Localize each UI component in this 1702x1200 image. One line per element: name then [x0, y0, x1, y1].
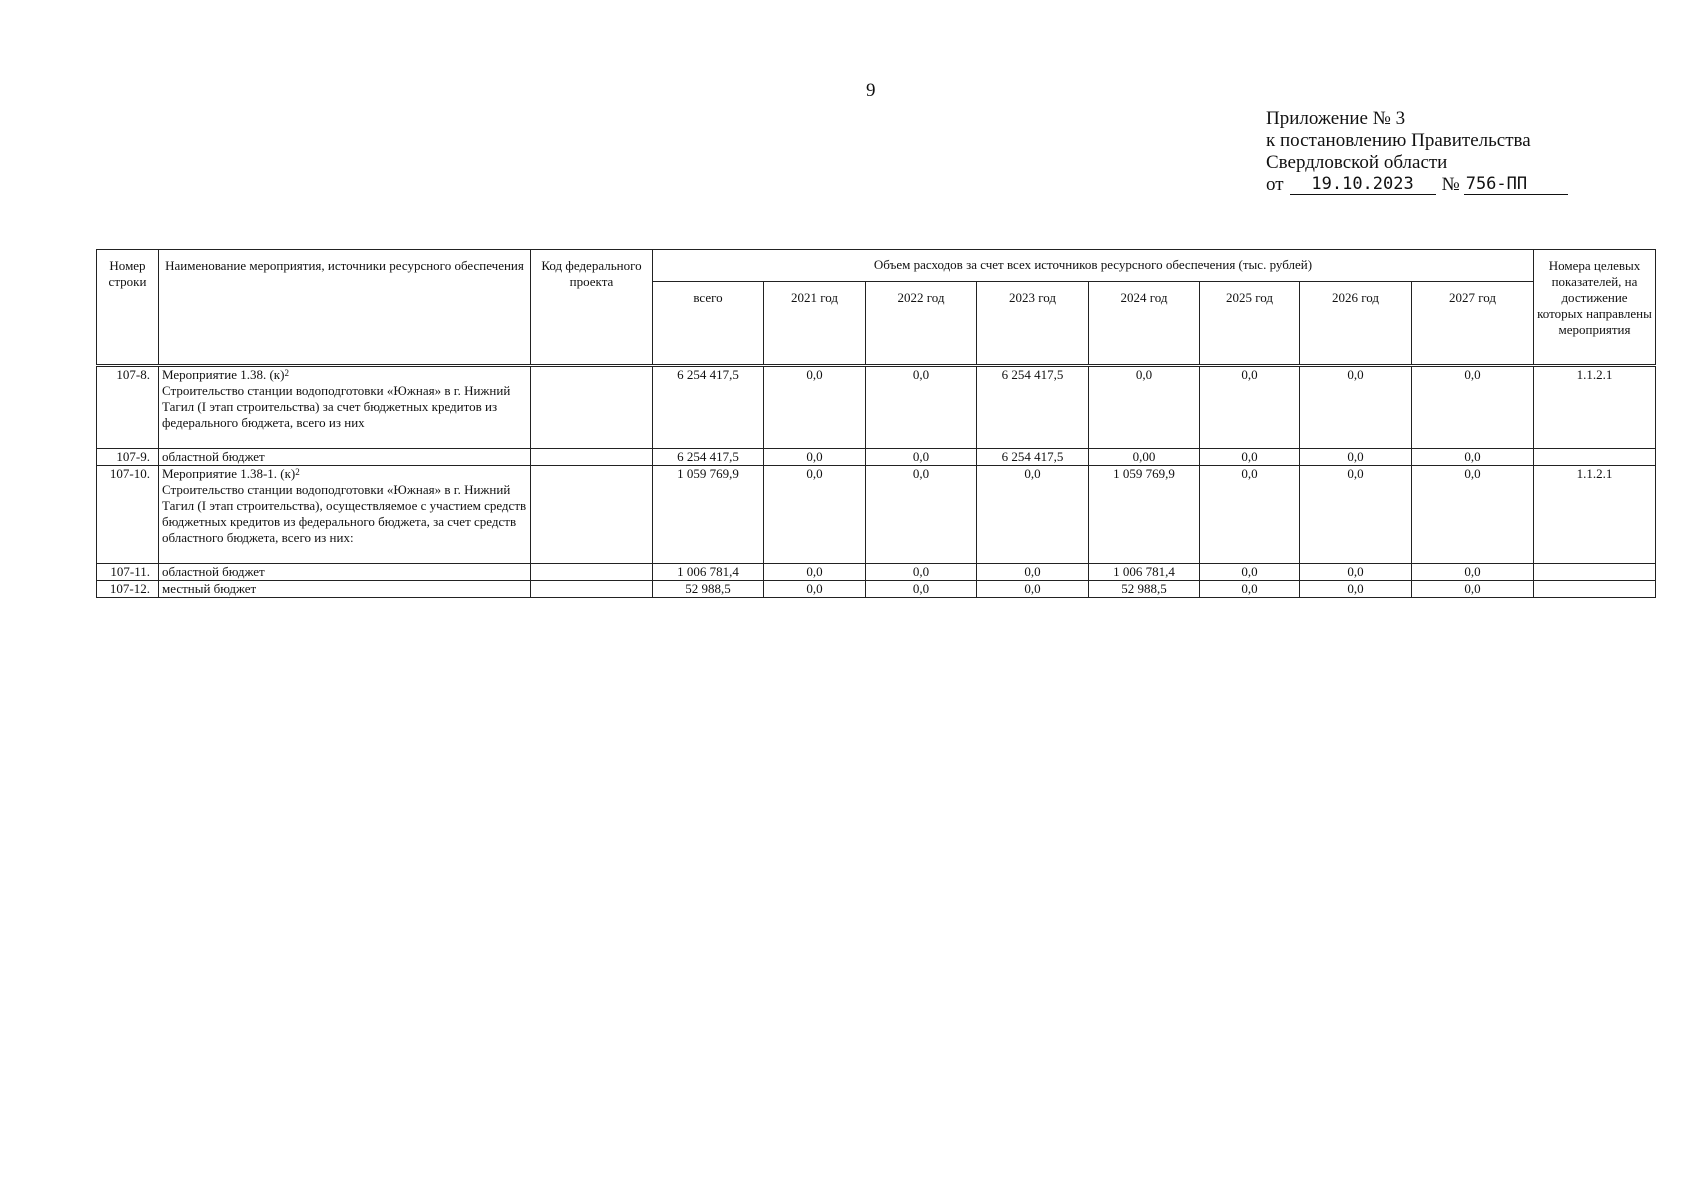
header-volume-group: Объем расходов за счет всех источников ресурсного обеспечения (тыс. рублей)	[653, 250, 1534, 282]
header-2023: 2023 год	[977, 282, 1089, 366]
cell-2027: 0,0	[1412, 366, 1534, 449]
cell-2025: 0,0	[1200, 581, 1300, 598]
cell-2026: 0,0	[1300, 449, 1412, 466]
row-number: 107-9.	[97, 449, 159, 466]
header-row-number: Номер строки	[97, 250, 159, 366]
table-row	[97, 581, 1656, 598]
row-name: областной бюджет	[159, 449, 531, 466]
cell-targets: 1.1.2.1	[1534, 366, 1656, 449]
header-2024: 2024 год	[1089, 282, 1200, 366]
row-name	[159, 366, 531, 449]
row-name-body: Строительство станции водоподготовки «Южная» в г. Нижний Тагил (I этап строительства) за счет бюджетных кредитов из федерального бюджета, всего из них	[162, 383, 511, 430]
row-number: 107-10.	[97, 466, 159, 564]
row-federal-code	[531, 581, 653, 598]
header-name: Наименование мероприятия, источники ресурсного обеспечения	[159, 250, 531, 366]
cell-total: 52 988,5	[653, 581, 764, 598]
row-number: 107-12.	[97, 581, 159, 598]
table-row	[97, 449, 1656, 466]
row-federal-code	[531, 564, 653, 581]
appendix-title: Приложение № 3	[1266, 108, 1406, 129]
table-row	[97, 564, 1656, 581]
appendix-region-line: Свердловской области	[1266, 152, 1448, 173]
cell-2027: 0,0	[1412, 581, 1534, 598]
footnote-mark: 2	[284, 368, 289, 378]
cell-2024: 52 988,5	[1089, 581, 1200, 598]
header-total: всего	[653, 282, 764, 366]
cell-total: 1 006 781,4	[653, 564, 764, 581]
row-name-title: Мероприятие 1.38. (к)	[162, 367, 285, 382]
cell-2026: 0,0	[1300, 466, 1412, 564]
cell-2022: 0,0	[866, 581, 977, 598]
cell-total: 1 059 769,9	[653, 466, 764, 564]
cell-2023: 6 254 417,5	[977, 366, 1089, 449]
cell-2021: 0,0	[764, 564, 866, 581]
row-number: 107-8.	[97, 366, 159, 449]
appendix-header	[1266, 108, 1568, 196]
appendix-date-number-row	[1266, 174, 1568, 196]
table-body	[97, 366, 1656, 598]
cell-targets	[1534, 581, 1656, 598]
cell-2025: 0,0	[1200, 366, 1300, 449]
row-number: 107-11.	[97, 564, 159, 581]
cell-2021: 0,0	[764, 466, 866, 564]
header-2022: 2022 год	[866, 282, 977, 366]
cell-2021: 0,0	[764, 449, 866, 466]
cell-targets	[1534, 564, 1656, 581]
cell-2024: 0,00	[1089, 449, 1200, 466]
row-federal-code	[531, 466, 653, 564]
cell-targets	[1534, 449, 1656, 466]
cell-targets: 1.1.2.1	[1534, 466, 1656, 564]
table-row	[97, 466, 1656, 564]
cell-2026: 0,0	[1300, 581, 1412, 598]
budget-table	[96, 249, 1656, 598]
row-name: областной бюджет	[159, 564, 531, 581]
number-label: №	[1441, 174, 1460, 195]
cell-2024: 1 006 781,4	[1089, 564, 1200, 581]
cell-2027: 0,0	[1412, 466, 1534, 564]
header-2021: 2021 год	[764, 282, 866, 366]
row-federal-code	[531, 449, 653, 466]
header-2027: 2027 год	[1412, 282, 1534, 366]
header-2026: 2026 год	[1300, 282, 1412, 366]
header-targets: Номера целевых показателей, на достижение которых направлены мероприятия	[1534, 250, 1656, 366]
cell-2025: 0,0	[1200, 564, 1300, 581]
cell-2022: 0,0	[866, 366, 977, 449]
header-federal-code: Код федерального проекта	[531, 250, 653, 366]
cell-2023: 0,0	[977, 581, 1089, 598]
footnote-mark: 2	[295, 467, 300, 477]
cell-2022: 0,0	[866, 449, 977, 466]
appendix-resolution-line: к постановлению Правительства	[1266, 130, 1531, 151]
row-name: местный бюджет	[159, 581, 531, 598]
cell-2024: 1 059 769,9	[1089, 466, 1200, 564]
row-name-body: Строительство станции водоподготовки «Южная» в г. Нижний Тагил (I этап строительства), осуществляемое с участием средств бюджетных кредитов из федерального бюджета, за счет средств областного бюджета, всего из них:	[162, 482, 527, 545]
cell-2027: 0,0	[1412, 449, 1534, 466]
from-label: от	[1266, 174, 1284, 195]
table-row	[97, 366, 1656, 449]
cell-2025: 0,0	[1200, 449, 1300, 466]
cell-2024: 0,0	[1089, 366, 1200, 449]
cell-2023: 0,0	[977, 564, 1089, 581]
cell-2022: 0,0	[866, 564, 977, 581]
resolution-number: 756-ПП	[1464, 175, 1568, 195]
cell-total: 6 254 417,5	[653, 449, 764, 466]
cell-2025: 0,0	[1200, 466, 1300, 564]
cell-2021: 0,0	[764, 366, 866, 449]
cell-2026: 0,0	[1300, 564, 1412, 581]
row-name-title: Мероприятие 1.38-1. (к)	[162, 466, 296, 481]
cell-2027: 0,0	[1412, 564, 1534, 581]
cell-2026: 0,0	[1300, 366, 1412, 449]
header-2025: 2025 год	[1200, 282, 1300, 366]
cell-2023: 0,0	[977, 466, 1089, 564]
cell-2023: 6 254 417,5	[977, 449, 1089, 466]
cell-total: 6 254 417,5	[653, 366, 764, 449]
page-number: 9	[866, 80, 876, 101]
row-name	[159, 466, 531, 564]
row-federal-code	[531, 366, 653, 449]
cell-2021: 0,0	[764, 581, 866, 598]
cell-2022: 0,0	[866, 466, 977, 564]
resolution-date: 19.10.2023	[1290, 175, 1436, 195]
